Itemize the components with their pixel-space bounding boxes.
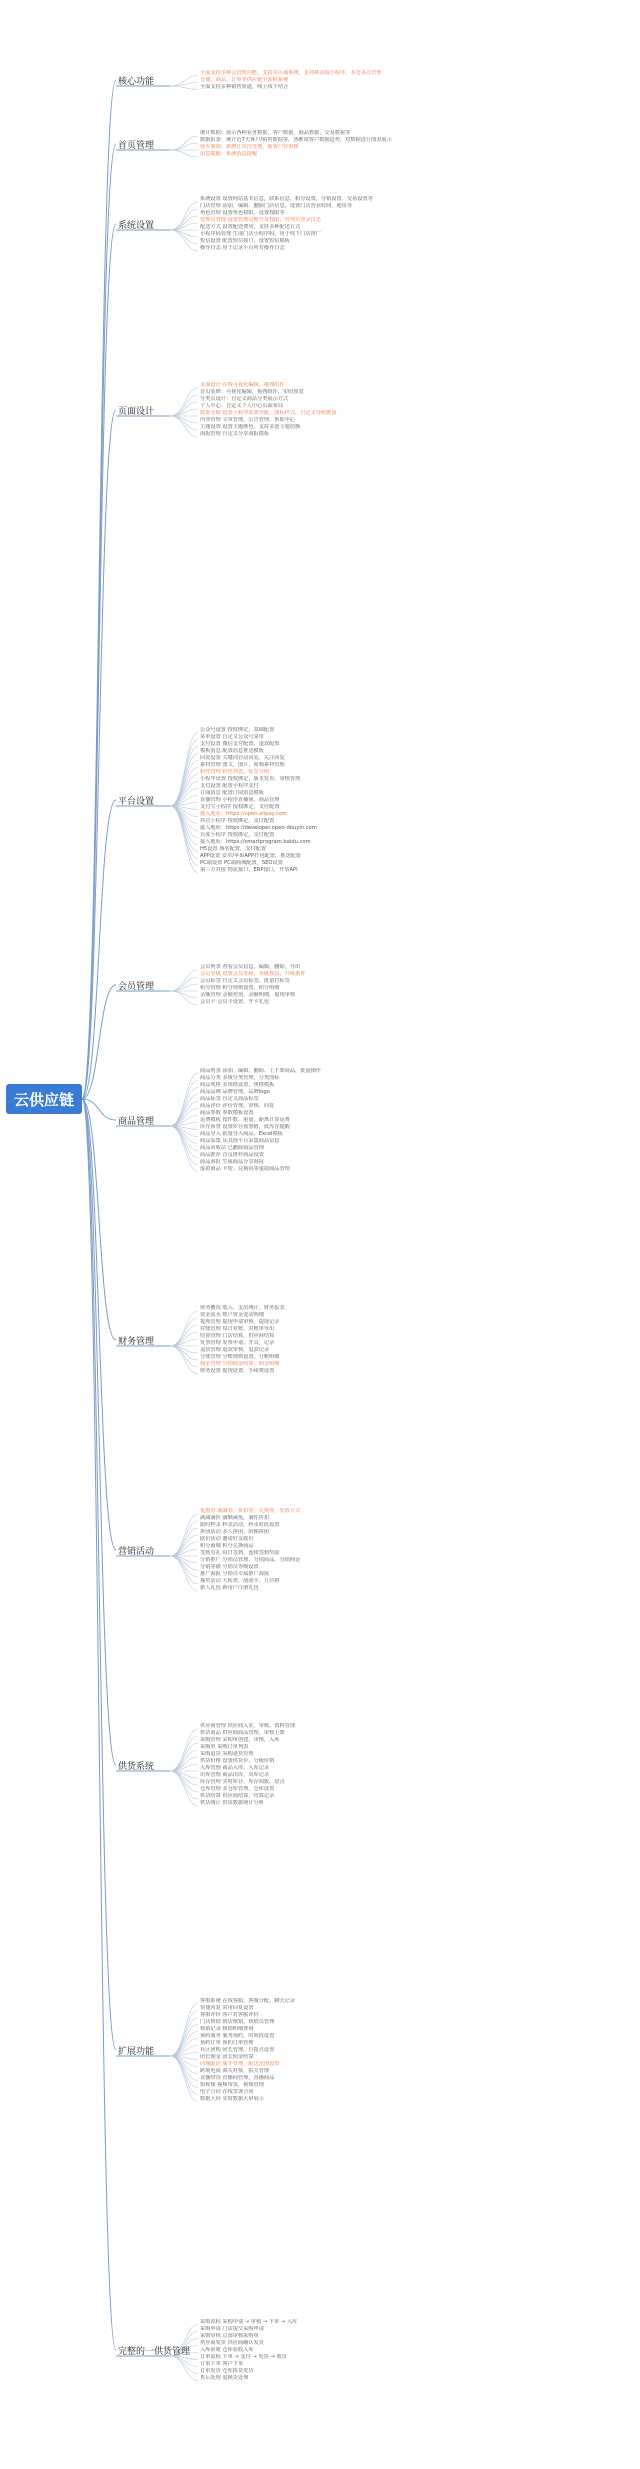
- branch-item: 分销推广 分销员管理，分销商品，分销佣金: [200, 1557, 301, 1563]
- branch-item: 商品采集 从其他平台采集商品信息: [200, 1137, 280, 1144]
- connector-marketing: [82, 1099, 116, 1550]
- branch-goods: 商品管理: [118, 1117, 155, 1127]
- branch-item: 直播管理 小程序直播间，商品管理: [200, 796, 280, 803]
- item-connector: [170, 1109, 198, 1127]
- branch-item: 采购审核 总部审核采购单: [200, 2332, 259, 2339]
- branch-item: 主题设置 设置主题颜色，支持多套主题切换: [200, 424, 301, 430]
- branch-item: 运费模板 按件数、重量、距离计算运费: [200, 1116, 290, 1123]
- branch-supply-items: [200, 1723, 620, 1807]
- item-connector: [170, 1556, 198, 1584]
- item-connector: [170, 1521, 198, 1556]
- branch-item: 角色管理 设置角色权限，设置权限等: [200, 210, 285, 216]
- branch-item: 配送方式 设置配送费用，支持多种配送方式: [200, 224, 301, 230]
- branch-marketing: 营销活动: [118, 1547, 155, 1557]
- branch-item: 仓库管理 多仓库管理，仓库设置: [200, 1786, 275, 1792]
- branch-item: 分账管理 分账规则设置，分账明细: [200, 1354, 280, 1360]
- branch-item: 资金流水 账户资金变动明细: [200, 1312, 264, 1318]
- branch-item: 粉丝管理 粉丝列表，标签分组: [200, 768, 270, 775]
- branch-item: 第三方对接 物流接口，ERP接口，开放API: [200, 866, 298, 873]
- connector-system: [82, 224, 116, 1099]
- branch-item: 商品海报 生成商品分享海报: [200, 1158, 264, 1165]
- item-connector: [170, 1126, 198, 1144]
- branch-item: 统计数据：展示各种业务数据，客户数据，商品数据，交易数据等: [200, 130, 351, 136]
- branch-item: 支付宝小程序 授权绑定，支付配置: [200, 803, 280, 810]
- branch-item: 发票管理 发票申请，开具，记录: [200, 1340, 275, 1346]
- connector-ext: [82, 1099, 116, 2050]
- branch-item: 采购管理 采购单创建，审核，入库: [200, 1737, 280, 1743]
- item-connector: [170, 136, 198, 150]
- branch-help-items: [200, 2319, 620, 2382]
- branch-item: 对账管理 每日对账，对账单导出: [200, 1326, 275, 1332]
- branch-item: 财务概况 收入、支出统计，财务报表: [200, 1305, 285, 1311]
- item-connector: [170, 2018, 198, 2057]
- branch-item: 素材管理 图文、图片、视频素材管理: [200, 761, 285, 768]
- branch-item: 待办事项：新增订单待处理，新客户待审核: [200, 144, 299, 150]
- branch-item: 回复设置 关键词自动回复，关注回复: [200, 754, 285, 761]
- item-connector: [170, 2356, 198, 2381]
- branch-item: 商品回收站 已删除商品管理: [200, 1144, 264, 1151]
- item-connector: [170, 1088, 198, 1127]
- item-connector: [170, 806, 198, 845]
- branch-item: 虚拟商品 卡密、兑换码等虚拟商品管理: [200, 1165, 290, 1172]
- branch-item: 订阅消息 配置订阅消息模板: [200, 789, 264, 796]
- branch-item: 余额管理 余额充值，余额明细，提现审核: [200, 992, 296, 998]
- branch-member: 会员管理: [118, 982, 155, 992]
- branch-item: 客服系统 在线客服，客服分配，聊天记录: [200, 1997, 296, 2004]
- item-connector: [170, 230, 198, 244]
- item-connector: [170, 1771, 198, 1799]
- branch-item: 接入地址：https://smartprogram.baidu.com: [200, 838, 311, 845]
- branch-item: 结算管理 门店结算，供应商结算: [200, 1333, 275, 1339]
- item-connector: [170, 416, 198, 430]
- branch-item: 会员等级 设置会员等级，等级权益，升级条件: [200, 971, 306, 977]
- branch-item: 系统设置 设置网站基本信息，联系信息，积分设置，分销设置，交易设置等: [200, 196, 373, 202]
- branch-item: 预约服务 服务预约，时间段设置: [200, 2032, 275, 2039]
- branch-item: 库存管理 实时库存，库存调拨，盘点: [200, 1779, 285, 1785]
- branch-item: 售后处理 退换货处理: [200, 2374, 249, 2381]
- branch-item: 门店核销 到店核销，核销员管理: [200, 2018, 275, 2025]
- branch-home: 首页管理: [118, 141, 155, 151]
- branch-item: 仓储、商品、订单等供应链全流程系统: [200, 76, 289, 83]
- branch-item: 商品参数 参数模板设置: [200, 1109, 254, 1116]
- branch-page: 页面设计: [118, 407, 155, 417]
- root-node: 云供应链: [6, 1084, 82, 1114]
- branch-item: 团长佣金 团长佣金结算: [200, 2053, 254, 2060]
- branch-item: 接入地址：https://developer.open-douyin.com: [200, 824, 317, 831]
- branch-finance: 财务管理: [118, 1337, 155, 1347]
- branch-item: 新人礼包 新用户注册礼包: [200, 1585, 259, 1591]
- branch-item: 财务设置 提现设置，手续费设置: [200, 1368, 275, 1374]
- branch-item: 抽奖活动 大转盘，刮刮卡，九宫格: [200, 1578, 280, 1584]
- branch-item: 库存预警 设置库存预警值，低库存提醒: [200, 1123, 290, 1130]
- branch-item: 入库验收 仓库验收入库: [200, 2346, 254, 2353]
- branch-item: 核销记录 核销明细查询: [200, 2025, 254, 2032]
- item-connector: [170, 2056, 198, 2095]
- branch-item: 订单发货 仓库拣货发货: [200, 2367, 254, 2374]
- item-connector: [170, 1528, 198, 1556]
- branch-item: 短信设置 配置短信接口，设置短信模板: [200, 238, 290, 244]
- branch-item: 全面支持多种云管理功能，支持多区域系统，支持移动端小程序，多仓多点管理: [200, 69, 382, 76]
- branch-item: 采购退货 采购退货管理: [200, 1751, 254, 1757]
- branch-item: 电子合同 在线签署合同: [200, 2088, 254, 2095]
- branch-item: 海报管理 自定义分享海报模板: [200, 431, 270, 437]
- branch-core: 核心功能: [118, 77, 155, 87]
- branch-item: 商品推荐 首页推荐商品设置: [200, 1151, 264, 1158]
- branch-supply: 供货系统: [118, 1762, 155, 1772]
- branch-item: 商品标签 自定义商品标签: [200, 1095, 259, 1102]
- item-connector: [170, 2039, 198, 2057]
- branch-item: 内容管理 文章管理，公告管理，帮助中心: [200, 417, 296, 423]
- item-connector: [170, 1346, 198, 1374]
- item-connector: [170, 150, 198, 157]
- branch-item: 模板消息 配置消息推送模板: [200, 747, 264, 754]
- branch-item: 分类页设计：自定义商品分类展示方式: [200, 396, 289, 402]
- item-connector: [170, 202, 198, 230]
- branch-item: 社区团购 团长管理，自提点设置: [200, 2046, 275, 2053]
- branch-item: PC端设置 PC端商城配置，SEO设置: [200, 859, 283, 866]
- connector-page: [82, 410, 116, 1099]
- item-connector: [170, 2056, 198, 2074]
- branch-item: 公众号设置 授权绑定，基础配置: [200, 726, 275, 733]
- branch-platform: 平台设置: [118, 797, 155, 807]
- connector-goods: [82, 1099, 116, 1120]
- branch-core-items: [200, 70, 620, 91]
- branch-goods-items: [200, 1068, 620, 1173]
- branch-item: 页面设计 在线可视化编辑，拖拽组件: [200, 382, 285, 388]
- item-connector: [170, 977, 198, 991]
- branch-item: 出库管理 商品出库，出库记录: [200, 1772, 270, 1778]
- branch-item: 接入地址：https://open.alipay.com: [200, 810, 287, 817]
- branch-member-items: [200, 964, 620, 1006]
- item-connector: [170, 2056, 198, 2102]
- item-connector: [170, 2356, 198, 2374]
- branch-item: 数据大屏 实时数据大屏展示: [200, 2095, 264, 2102]
- branch-item: 支付设置 配置小程序支付: [200, 782, 259, 789]
- branch-item: 短视频 视频带货，视频管理: [200, 2081, 264, 2088]
- branch-item: 商品品牌 品牌管理，品牌logo: [200, 1088, 270, 1095]
- item-connector: [170, 1736, 198, 1771]
- branch-item: 同城配送 骑手管理，配送范围设置: [200, 2060, 280, 2067]
- branch-item: 预约订单 预约订单管理: [200, 2039, 254, 2046]
- branch-item: 积分商城 积分兑换商品: [200, 1543, 254, 1549]
- branch-finance-items: [200, 1305, 620, 1375]
- branch-item: 消息提醒：系统消息提醒: [200, 151, 258, 157]
- connector-help: [82, 1099, 116, 2350]
- branch-platform-items: [200, 727, 620, 874]
- branch-item: 采购单 采购订单列表: [200, 1744, 249, 1750]
- branch-item: 操作日志 用于记录平台所有操作日志: [200, 245, 285, 251]
- item-connector: [170, 806, 198, 824]
- branch-system: 系统设置: [118, 221, 155, 231]
- branch-item: 百度小程序 授权绑定，支付配置: [200, 831, 275, 838]
- branch-item: 会员卡 会员卡设置，开卡礼包: [200, 999, 270, 1005]
- branch-item: 门店管理 添加、编辑、删除门店信息，设置门店营业时间、地址等: [200, 203, 353, 209]
- branch-item: 数据报表：统计近7天客户/销售数据等，各维度客户数据趋势，对数据进行图表展示: [200, 137, 392, 143]
- branch-item: APP设置 安卓/苹果APP打包配置，推送配置: [200, 852, 301, 859]
- item-connector: [170, 1556, 198, 1591]
- branch-item: 佣金管理 分销佣金结算，佣金明细: [200, 1361, 280, 1367]
- branch-page-items: [200, 382, 620, 438]
- branch-item: 小程序设置 授权绑定，版本发布，审核管理: [200, 775, 301, 782]
- branch-item: 商品导入 批量导入商品，Excel模板: [200, 1130, 283, 1137]
- branch-item: 直播带货 直播间管理，直播商品: [200, 2074, 275, 2081]
- branch-item: 跨境电商 海关对接，报关管理: [200, 2067, 270, 2074]
- branch-item: 采购申请 门店提交采购申请: [200, 2325, 264, 2332]
- branch-item: 客服评价 客户对客服评价: [200, 2011, 259, 2018]
- branch-item: 菜单设置 自定义公众号菜单: [200, 733, 264, 740]
- branch-item: 积分管理 积分规则设置，积分明细: [200, 985, 280, 991]
- branch-item: 退款管理 退款审核，退款记录: [200, 1347, 270, 1353]
- branch-item: 小程序码管理 生成门店小程序码，用于线下门店推广: [200, 231, 321, 237]
- item-connector: [170, 991, 198, 1005]
- branch-item: 首页装修：可视化编辑，拖拽组件，实时预览: [200, 389, 304, 395]
- connector-member: [82, 985, 116, 1099]
- connector-platform: [82, 800, 116, 1099]
- branch-item: 商品分类 多级分类管理，分类图标: [200, 1074, 280, 1081]
- branch-item: 供应商发货 供应商确认发货: [200, 2339, 264, 2346]
- branch-item: 签到有礼 每日签到，连续签到奖励: [200, 1550, 280, 1556]
- branch-item: 推广海报 分销员专属推广海报: [200, 1571, 270, 1577]
- branch-item: 限时秒杀 秒杀活动，秒杀时段设置: [200, 1522, 280, 1528]
- branch-item: 采购流程 采购申请 → 审核 → 下单 → 入库: [200, 2318, 298, 2325]
- branch-item: 全面支持多种销售渠道，线上线下结合: [200, 83, 289, 90]
- branch-item: H5设置 域名配置，支付配置: [200, 845, 266, 852]
- item-connector: [170, 1771, 198, 1806]
- branch-item: 支付设置 微信支付配置，退款配置: [200, 740, 280, 747]
- branch-item: 拼团活动 多人拼团，阶梯拼团: [200, 1529, 270, 1535]
- item-connector: [170, 1126, 198, 1165]
- branch-help: 完整的一供货管理: [118, 2347, 191, 2357]
- branch-item: 提现管理 提现申请审核，提现记录: [200, 1319, 280, 1325]
- branch-item: 砍价活动 邀请好友砍价: [200, 1536, 254, 1542]
- branch-item: 供货商品 供应商商品管理，审核上架: [200, 1730, 285, 1736]
- branch-item: 商品列表 添加、编辑、删除、上下架商品，批量操作: [200, 1067, 321, 1074]
- branch-item: 会员列表 查看会员信息，编辑，删除，导出: [200, 964, 301, 970]
- branch-item: 优惠券 满减券，折扣券，兑换券，发放方式: [200, 1508, 301, 1514]
- item-connector: [170, 1743, 198, 1771]
- branch-item: 供货价格 设置供货价，分级价格: [200, 1758, 275, 1764]
- item-connector: [170, 388, 198, 416]
- branch-item: 入库管理 商品入库，入库记录: [200, 1765, 270, 1771]
- branch-item: 满减满折 满额减免，满件折扣: [200, 1515, 270, 1521]
- branch-home-items: [200, 130, 620, 158]
- branch-item: 供货统计 供货数据统计分析: [200, 1800, 264, 1806]
- item-connector: [170, 86, 198, 90]
- branch-item: 订单下单 客户下单: [200, 2360, 244, 2367]
- branch-system-items: [200, 196, 620, 252]
- branch-item: 订单流程 下单 → 支付 → 发货 → 收货: [200, 2353, 287, 2360]
- branch-item: 底部导航 设置小程序底部导航，图标样式，自定义导航链接: [200, 410, 337, 416]
- item-connector: [170, 1126, 198, 1172]
- branch-item: 商品评价 评价管理，审核，回复: [200, 1102, 275, 1109]
- branch-ext-items: [200, 1998, 620, 2103]
- branch-item: 分销等级 分销员等级设置: [200, 1564, 259, 1570]
- branch-marketing-items: [200, 1508, 620, 1592]
- branch-item: 供应商管理 供应商入驻，审核，资料管理: [200, 1723, 296, 1729]
- branch-item: 会员标签 自定义会员标签，批量打标签: [200, 978, 290, 984]
- branch-item: 管理员管理 设置管理员账号及权限，管理员登录日志: [200, 217, 321, 223]
- branch-item: 个人中心：自定义个人中心页面布局: [200, 403, 284, 409]
- branch-item: 商品规格 多规格设置，规格模板: [200, 1081, 275, 1088]
- item-connector: [170, 1318, 198, 1346]
- branch-item: 快捷回复 常用回复设置: [200, 2004, 254, 2011]
- branch-ext: 扩展功能: [118, 2047, 155, 2057]
- branch-item: 抖音小程序 授权绑定，支付配置: [200, 817, 275, 824]
- branch-item: 供货结算 供应商结算，结算记录: [200, 1793, 275, 1799]
- connector-supply: [82, 1099, 116, 1765]
- item-connector: [170, 1311, 198, 1346]
